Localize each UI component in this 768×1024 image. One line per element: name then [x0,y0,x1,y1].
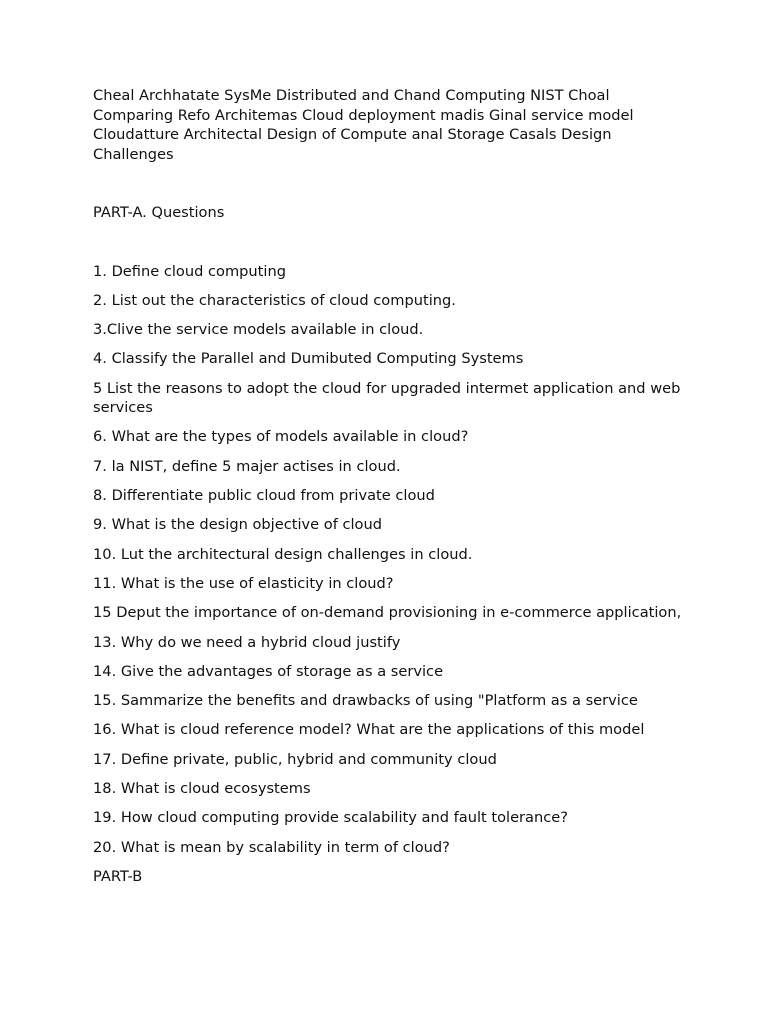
question-item: 15. Sammarize the benefits and drawbacks of using "Platform as a service [93,692,638,710]
part-b-heading: PART-B [93,867,143,885]
question-item: 1. Define cloud computing [93,262,286,280]
question-item: 14. Give the advantages of storage as a service [93,662,444,680]
question-item: 2. List out the characteristics of cloud computing. [93,291,456,309]
question-item: 6. What are the types of models available in cloud? [93,428,469,446]
question-item: 10. Lut the architectural design challenges in cloud. [93,545,473,563]
question-item: 18. What is cloud ecosystems [93,780,311,798]
question-item: 4. Classify the Parallel and Dumibuted Computing Systems [93,350,524,368]
question-item: 5 List the reasons to adopt the cloud for upgraded intermet application and web services [93,379,681,417]
question-item: 7. la NIST, define 5 majer actises in cloud. [93,457,401,475]
question-item: 17. Define private, public, hybrid and community cloud [93,750,497,768]
question-item: 15 Deput the importance of on-demand provisioning in e-commerce application, [93,604,682,622]
question-item: 19. How cloud computing provide scalability and fault tolerance? [93,809,568,827]
question-item: 8. Differentiate public cloud from private cloud [93,487,435,505]
syllabus-intro: Cheal Archhatate SysMe Distributed and Chand Computing NIST Choal Comparing Refo Architemas Cloud deployment madis Ginal service model Cloudatture Architectal Design of Compute anal Storage Casals Design Challenges [93,87,634,163]
question-item: 13. Why do we need a hybrid cloud justify [93,633,401,651]
document-body [93,86,683,886]
question-item: 11. What is the use of elasticity in cloud? [93,574,394,592]
question-item: 9. What is the design objective of cloud [93,516,382,534]
question-item: 16. What is cloud reference model? What are the applications of this model [93,721,645,739]
part-a-heading: PART-A. Questions [93,204,225,221]
question-item: 20. What is mean by scalability in term of cloud? [93,838,450,856]
question-list [93,262,683,858]
question-item: 3.Clive the service models available in cloud. [93,321,424,339]
